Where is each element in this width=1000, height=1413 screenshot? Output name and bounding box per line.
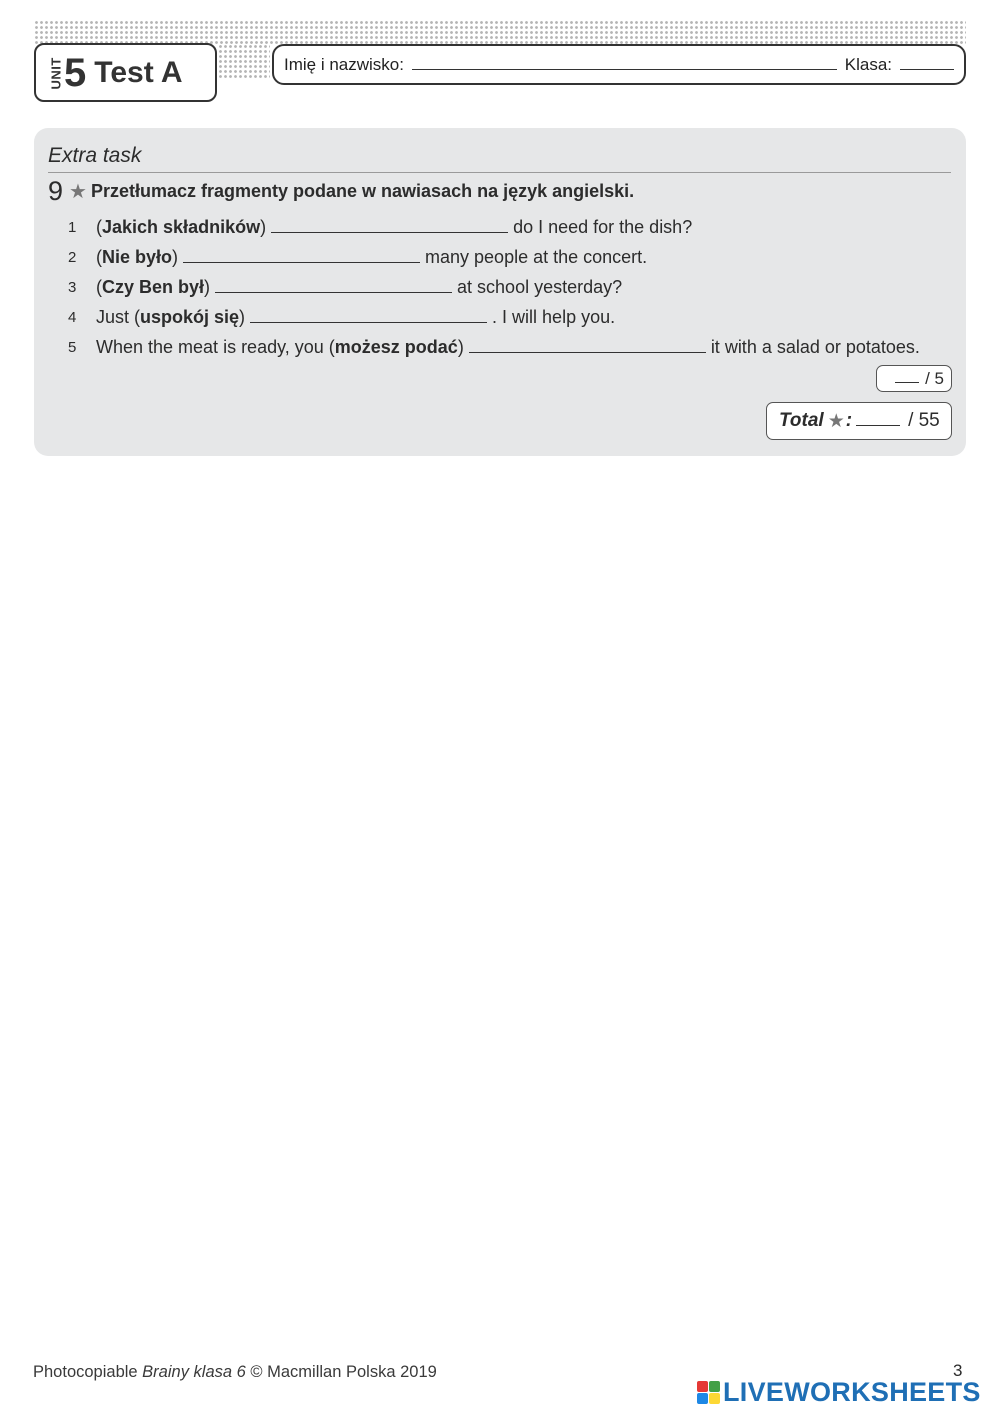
item-number: 5 xyxy=(68,338,77,356)
task-header xyxy=(48,176,634,207)
total-input-line[interactable] xyxy=(856,425,900,426)
list-item xyxy=(68,332,958,362)
answer-blank[interactable] xyxy=(215,292,452,293)
list-item xyxy=(68,242,958,272)
total-colon: : xyxy=(845,410,853,431)
test-title: Test A xyxy=(94,55,183,89)
logo-grid-icon xyxy=(697,1381,720,1404)
item-prompt: uspokój się xyxy=(140,306,240,327)
logo-square xyxy=(709,1393,720,1404)
item-number: 1 xyxy=(68,218,77,236)
answer-blank[interactable] xyxy=(183,262,420,263)
name-input-line[interactable] xyxy=(412,69,837,70)
item-text-post: ) xyxy=(204,276,211,297)
extra-task-panel xyxy=(34,128,966,456)
item-text-after: it with a salad or potatoes. xyxy=(710,336,920,357)
name-label: Imię i nazwisko: xyxy=(284,54,404,74)
task-items xyxy=(68,212,958,362)
score-input-line[interactable] xyxy=(895,382,919,383)
item-text-pre: When the meat is ready, you ( xyxy=(96,336,335,357)
item-number: 3 xyxy=(68,278,77,296)
item-text-pre: ( xyxy=(96,216,102,237)
footer-prefix: Photocopiable xyxy=(33,1363,143,1381)
item-text-post: ) xyxy=(260,216,267,237)
logo-square xyxy=(697,1381,708,1392)
item-text-post: ) xyxy=(239,306,246,327)
task-number: 9 xyxy=(48,176,64,206)
section-divider xyxy=(48,172,951,173)
list-item xyxy=(68,272,958,302)
item-text-after: at school yesterday? xyxy=(457,276,623,297)
item-text-post: ) xyxy=(457,336,464,357)
answer-blank[interactable] xyxy=(469,352,706,353)
item-number: 2 xyxy=(68,248,77,266)
logo-text: LIVEWORKSHEETS xyxy=(723,1376,981,1407)
task-score-max: / 5 xyxy=(925,368,944,388)
total-label: Total xyxy=(779,410,824,431)
task-instruction: Przetłumacz fragmenty podane w nawiasach na język angielski. xyxy=(90,181,635,201)
footer-suffix: © Macmillan Polska 2019 xyxy=(245,1363,437,1381)
student-info-box xyxy=(272,44,966,85)
logo-square xyxy=(709,1381,720,1392)
item-prompt: Nie było xyxy=(102,246,173,267)
footer-book-title: Brainy klasa 6 xyxy=(142,1363,246,1381)
answer-blank[interactable] xyxy=(250,322,487,323)
item-prompt: możesz podać xyxy=(334,336,458,357)
unit-number: 5 xyxy=(64,50,87,95)
star-icon: ★ xyxy=(69,181,87,203)
item-number: 4 xyxy=(68,308,77,326)
task-score-box xyxy=(876,365,952,392)
item-text-after: many people at the concert. xyxy=(425,246,648,267)
answer-blank[interactable] xyxy=(271,232,508,233)
item-text-after: . I will help you. xyxy=(492,306,616,327)
list-item xyxy=(68,302,958,332)
page-number: 3 xyxy=(953,1361,963,1380)
total-score-box xyxy=(766,402,952,440)
item-text-pre: ( xyxy=(96,276,102,297)
unit-label: UNIT xyxy=(48,57,64,90)
item-text-post: ) xyxy=(172,246,179,267)
class-label: Klasa: xyxy=(844,54,892,74)
footer-copyright xyxy=(33,1363,437,1382)
list-item xyxy=(68,212,958,242)
item-prompt: Jakich składników xyxy=(102,216,261,237)
unit-badge xyxy=(34,43,217,102)
section-title: Extra task xyxy=(48,144,142,167)
liveworksheets-logo xyxy=(697,1378,981,1406)
logo-square xyxy=(697,1393,708,1404)
item-prompt: Czy Ben był xyxy=(102,276,205,297)
item-text-pre: ( xyxy=(96,246,102,267)
class-input-line[interactable] xyxy=(900,69,954,70)
star-icon: ★ xyxy=(827,410,845,432)
dotted-pattern-small xyxy=(218,44,270,80)
total-score-max: / 55 xyxy=(908,410,940,431)
item-text-after: do I need for the dish? xyxy=(513,216,693,237)
dotted-pattern xyxy=(34,20,966,44)
item-text-pre: Just ( xyxy=(96,306,141,327)
